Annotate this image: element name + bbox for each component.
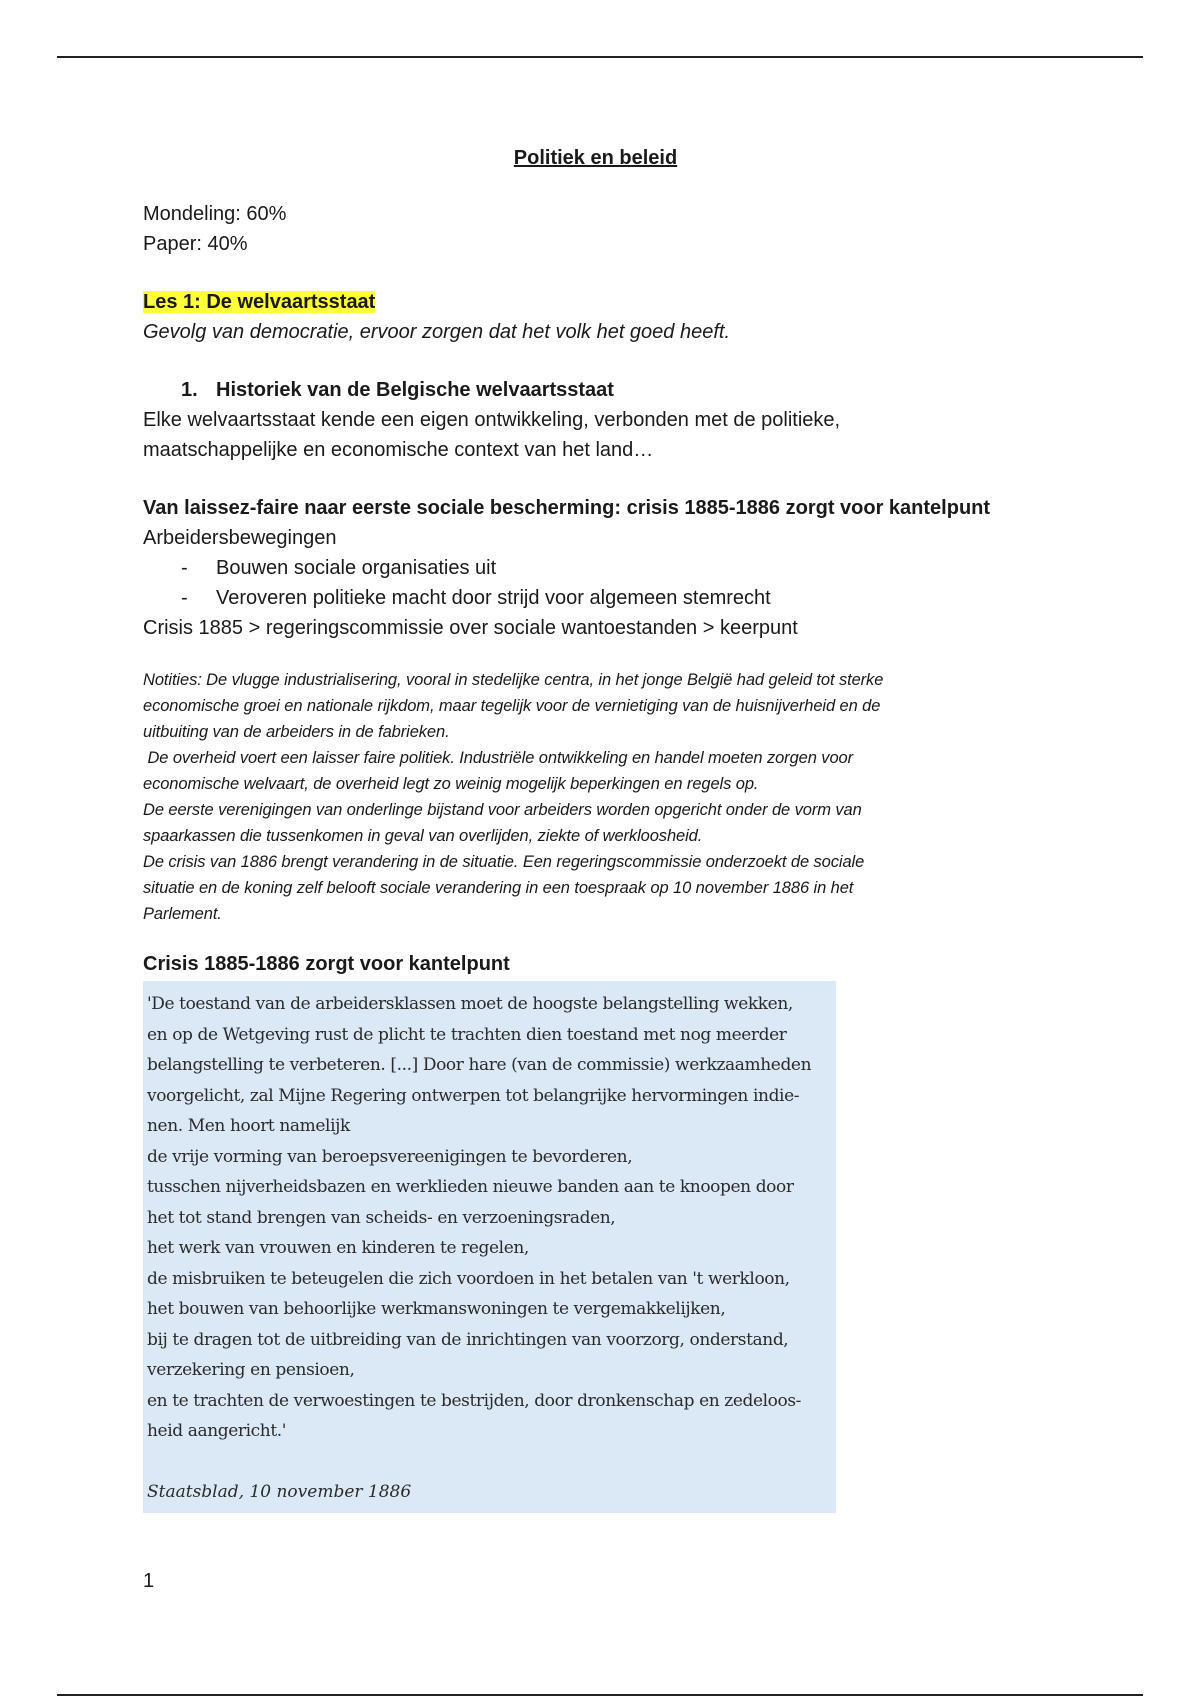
notes-line: Parlement. xyxy=(143,905,222,923)
quote-source: Staatsblad, 10 november 1886 xyxy=(147,1481,412,1502)
section-number: 1. xyxy=(181,379,198,401)
notes-line: uitbuiting van de arbeiders in de fabrieken. xyxy=(143,723,450,741)
quote-line: het bouwen van behoorlijke werkmanswoningen te vergemakkelijken, xyxy=(147,1299,726,1319)
notes-line: spaarkassen die tussenkomen in geval van overlijden, ziekte of werkloosheid. xyxy=(143,827,703,845)
quote-line: nen. Men hoort namelijk xyxy=(147,1116,350,1136)
subheading: Van laissez-faire naar eerste sociale bescherming: crisis 1885-1886 zorgt voor kantelpunt xyxy=(143,497,991,519)
lesson-subtitle: Gevolg van democratie, ervoor zorgen dat het volk het goed heeft. xyxy=(143,321,731,343)
crisis-heading: Crisis 1885-1886 zorgt voor kantelpunt xyxy=(143,953,510,975)
quote-line: het tot stand brengen van scheids- en verzoeningsraden, xyxy=(147,1207,616,1228)
notes-line: De overheid voert een laisser faire politiek. Industriële ontwikkeling en handel moeten zorgen voor xyxy=(143,749,853,767)
notes-line: De eerste verenigingen van onderlinge bijstand voor arbeiders worden opgericht onder de vorm van xyxy=(143,801,862,819)
quote-line: bij te dragen tot de uitbreiding van de inrichtingen van voorzorg, onderstand, xyxy=(147,1329,789,1350)
quote-line: en op de Wetgeving rust de plicht te trachten dien toestand met nog meerder xyxy=(147,1024,787,1045)
quote-line: tusschen nijverheidsbazen en werklieden nieuwe banden aan te knoopen door xyxy=(147,1177,794,1197)
quote-box xyxy=(143,981,836,1513)
quote-line: en te trachten de verwoestingen te bestrijden, door dronkenschap en zedeloos- xyxy=(147,1390,802,1411)
quote-line: voorgelicht, zal Mijne Regering ontwerpen tot belangrijke hervormingen indie- xyxy=(147,1085,800,1106)
section-heading xyxy=(143,375,1048,405)
crisis-line: Crisis 1885 > regeringscommissie over sociale wantoestanden > keerpunt xyxy=(143,617,798,639)
grading-oral: Mondeling: 60% xyxy=(143,203,287,225)
header-rule xyxy=(57,56,1143,58)
notes-line: economische welvaart, de overheid legt zo weinig mogelijk beperkingen en regels op. xyxy=(143,775,759,793)
notes-line: Notities: De vlugge industrialisering, vooral in stedelijke centra, in het jonge België had geleid tot sterke xyxy=(143,671,884,689)
section-body-line: Elke welvaartsstaat kende een eigen ontwikkeling, verbonden met de politieke, xyxy=(143,409,841,431)
notes-line: economische groei en nationale rijkdom, maar tegelijk voor de vernietiging van de huisnijverheid en de xyxy=(143,697,881,715)
quote-line: de misbruiken te beteugelen die zich voordoen in het betalen van 't werkloon, xyxy=(147,1268,790,1289)
notes-line: situatie en de koning zelf belooft sociale verandering in een toespraak op 10 november 1886 in het xyxy=(143,879,854,897)
document-page xyxy=(143,140,1048,1513)
list-item: - Veroveren politieke macht door strijd voor algemeen stemrecht xyxy=(181,587,771,609)
section-body-line: maatschappelijke en economische context van het land… xyxy=(143,439,654,461)
notes-line: De crisis van 1886 brengt verandering in de situatie. Een regeringscommissie onderzoekt de sociale xyxy=(143,853,865,871)
quote-line: de vrije vorming van beroepsvereenigingen te bevorderen, xyxy=(147,1146,633,1167)
list-item: - Bouwen sociale organisaties uit xyxy=(181,557,497,579)
page-number: 1 xyxy=(143,1570,155,1592)
quote-line: belangstelling te verbeteren. [...] Door hare (van de commissie) werkzaamheden xyxy=(147,1055,812,1075)
quote-line: verzekering en pensioen, xyxy=(147,1360,355,1380)
quote-line: het werk van vrouwen en kinderen te regelen, xyxy=(147,1238,529,1258)
section-heading-text: Historiek van de Belgische welvaartsstaat xyxy=(216,379,614,401)
grading-paper: Paper: 40% xyxy=(143,233,248,255)
page-title: Politiek en beleid xyxy=(513,147,678,169)
notes-block xyxy=(143,667,1048,927)
footer-rule xyxy=(57,1694,1143,1696)
quote-line: heid aangericht.' xyxy=(147,1421,287,1441)
movements-label: Arbeidersbewegingen xyxy=(143,527,337,549)
quote-line: 'De toestand van de arbeidersklassen moet de hoogste belangstelling wekken, xyxy=(147,994,793,1014)
lesson-heading: Les 1: De welvaartsstaat xyxy=(143,291,376,313)
